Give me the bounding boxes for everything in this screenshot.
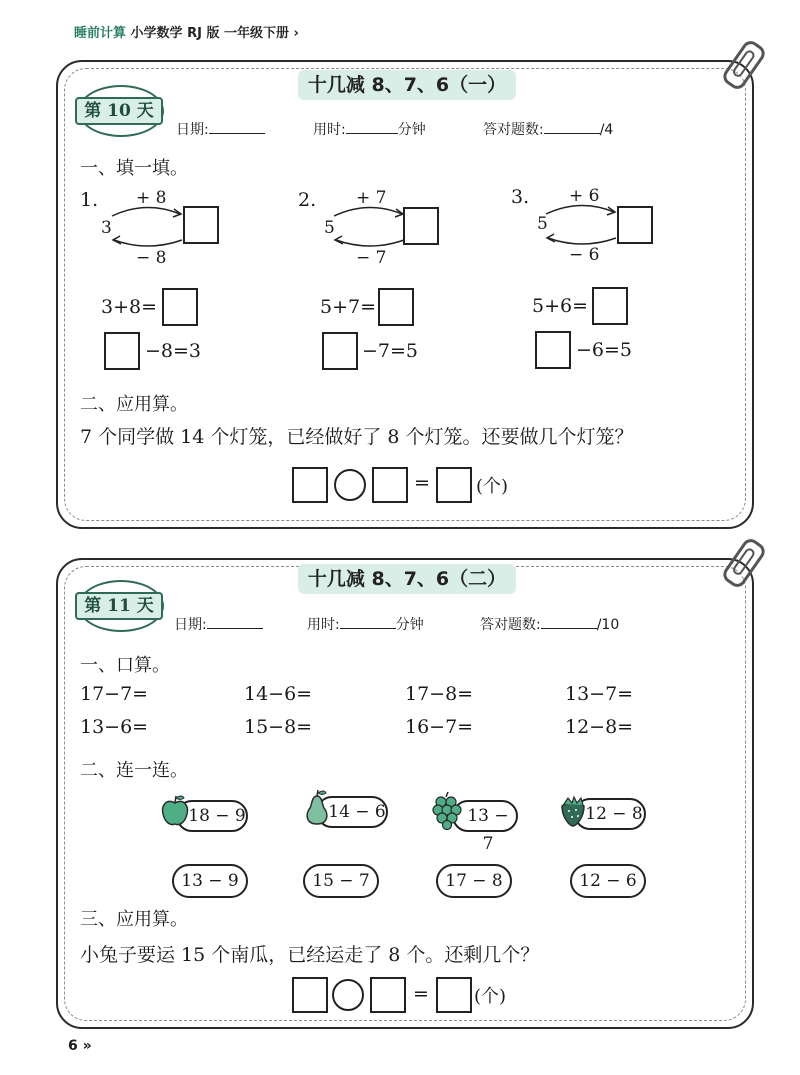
day10-section1: 一、填一填。 xyxy=(80,158,188,179)
word-problem: 小兔子要运 15 个南瓜，已经运走了 8 个。还剩几个？ xyxy=(80,944,540,966)
day10-section2: 二、应用算。 xyxy=(80,394,188,415)
answer-box[interactable] xyxy=(436,977,472,1013)
start-number: 5 xyxy=(324,218,335,238)
plus-label: + 6 xyxy=(569,186,600,206)
cycle-arrows-icon xyxy=(330,200,410,248)
score-total: /4 xyxy=(599,122,614,138)
equation: 3+8= xyxy=(101,296,158,318)
minus-label: − 6 xyxy=(569,245,600,265)
operator-circle[interactable] xyxy=(334,469,366,501)
time-label: 用时: xyxy=(307,617,340,633)
cycle-arrows-icon xyxy=(108,200,188,248)
date-field[interactable] xyxy=(209,119,265,134)
answer-box[interactable] xyxy=(378,288,414,326)
answer-box[interactable] xyxy=(617,206,653,244)
time-unit: 分钟 xyxy=(395,617,424,633)
fruit-expression[interactable]: 13 − 7 xyxy=(452,800,518,832)
problem-number: 3. xyxy=(511,186,530,208)
unit-label: (个) xyxy=(476,476,509,497)
date-label: 日期: xyxy=(176,122,209,138)
equation: 5+7= xyxy=(320,296,377,318)
equals-sign: = xyxy=(414,472,430,494)
oral-problem: 12−8= xyxy=(565,716,634,738)
equation: 5+6= xyxy=(532,295,589,317)
operator-circle[interactable] xyxy=(332,979,364,1011)
time-unit: 分钟 xyxy=(397,122,426,138)
double-chevron-icon: » xyxy=(82,1038,92,1054)
oral-problem: 17−7= xyxy=(80,683,149,705)
problem-number: 2. xyxy=(298,189,317,211)
answer-box[interactable] xyxy=(104,332,140,370)
apple-icon xyxy=(160,794,190,828)
day10-time xyxy=(313,119,426,139)
book-subtitle: 小学数学 RJ 版 一年级下册 xyxy=(130,26,289,41)
answer-box[interactable] xyxy=(322,332,358,370)
time-field[interactable] xyxy=(340,614,396,629)
day11-title: 十几减 8、7、6（二） xyxy=(298,564,516,594)
day10-title: 十几减 8、7、6（一） xyxy=(298,70,516,100)
score-field[interactable] xyxy=(544,119,600,134)
oral-problem: 13−6= xyxy=(80,716,149,738)
brand-title: 睡前计算 xyxy=(74,26,127,41)
equation: −7=5 xyxy=(362,340,419,362)
day11-section1: 一、口算。 xyxy=(80,655,170,676)
score-label: 答对题数: xyxy=(480,617,541,633)
fruit-expression[interactable]: 14 − 6 xyxy=(316,796,388,828)
page-footer xyxy=(68,1038,92,1054)
answer-box[interactable] xyxy=(592,287,628,325)
book-header xyxy=(74,22,299,41)
oral-problem: 13−7= xyxy=(565,683,634,705)
fruit-expression[interactable]: 18 − 9 xyxy=(176,800,248,832)
target-expression[interactable]: 12 − 6 xyxy=(570,864,646,898)
oral-problem: 14−6= xyxy=(244,683,313,705)
word-problem: 7 个同学做 14 个灯笼，已经做好了 8 个灯笼。还要做几个灯笼？ xyxy=(80,426,634,448)
day11-section3: 三、应用算。 xyxy=(80,909,188,930)
date-label: 日期: xyxy=(174,617,207,633)
answer-box[interactable] xyxy=(535,331,571,369)
plus-label: + 8 xyxy=(136,188,167,208)
oral-problem: 16−7= xyxy=(405,716,474,738)
day11-date xyxy=(174,614,263,634)
day10-date xyxy=(176,119,265,139)
pear-icon xyxy=(302,788,332,828)
equation: −8=3 xyxy=(145,340,202,362)
score-label: 答对题数: xyxy=(483,122,544,138)
day11-badge-label: 第 11 天 xyxy=(75,592,163,620)
unit-label: (个) xyxy=(474,986,507,1007)
score-field[interactable] xyxy=(541,614,597,629)
oral-problem: 17−8= xyxy=(405,683,474,705)
answer-box[interactable] xyxy=(292,467,328,503)
answer-box[interactable] xyxy=(183,206,219,244)
strawberry-icon xyxy=(558,794,588,828)
oral-problem: 15−8= xyxy=(244,716,313,738)
fruit-expression[interactable]: 12 − 8 xyxy=(574,798,646,830)
answer-box[interactable] xyxy=(162,288,198,326)
cycle-arrows-icon xyxy=(542,198,622,246)
answer-box[interactable] xyxy=(436,467,472,503)
start-number: 5 xyxy=(537,214,548,234)
plus-label: + 7 xyxy=(356,188,387,208)
problem-number: 1. xyxy=(80,189,99,211)
target-expression[interactable]: 15 − 7 xyxy=(303,864,379,898)
day11-badge xyxy=(78,580,160,628)
minus-label: − 7 xyxy=(356,248,387,268)
grapes-icon xyxy=(432,792,462,830)
answer-box[interactable] xyxy=(292,977,328,1013)
start-number: 3 xyxy=(101,218,112,238)
day10-score xyxy=(483,119,613,139)
time-label: 用时: xyxy=(313,122,346,138)
date-field[interactable] xyxy=(207,614,263,629)
answer-box[interactable] xyxy=(370,977,406,1013)
day10-badge-label: 第 10 天 xyxy=(75,97,163,125)
day11-section2: 二、连一连。 xyxy=(80,760,188,781)
page-number: 6 xyxy=(68,1038,78,1054)
equals-sign: = xyxy=(413,983,429,1005)
minus-label: − 8 xyxy=(136,248,167,268)
score-total: /10 xyxy=(596,617,620,633)
day11-score xyxy=(480,614,619,634)
day10-badge xyxy=(78,85,160,133)
target-expression[interactable]: 13 − 9 xyxy=(172,864,248,898)
time-field[interactable] xyxy=(346,119,398,134)
equation: −6=5 xyxy=(576,339,633,361)
chevron-right-icon: › xyxy=(293,26,299,41)
day11-time xyxy=(307,614,424,634)
target-expression[interactable]: 17 − 8 xyxy=(436,864,512,898)
answer-box[interactable] xyxy=(372,467,408,503)
